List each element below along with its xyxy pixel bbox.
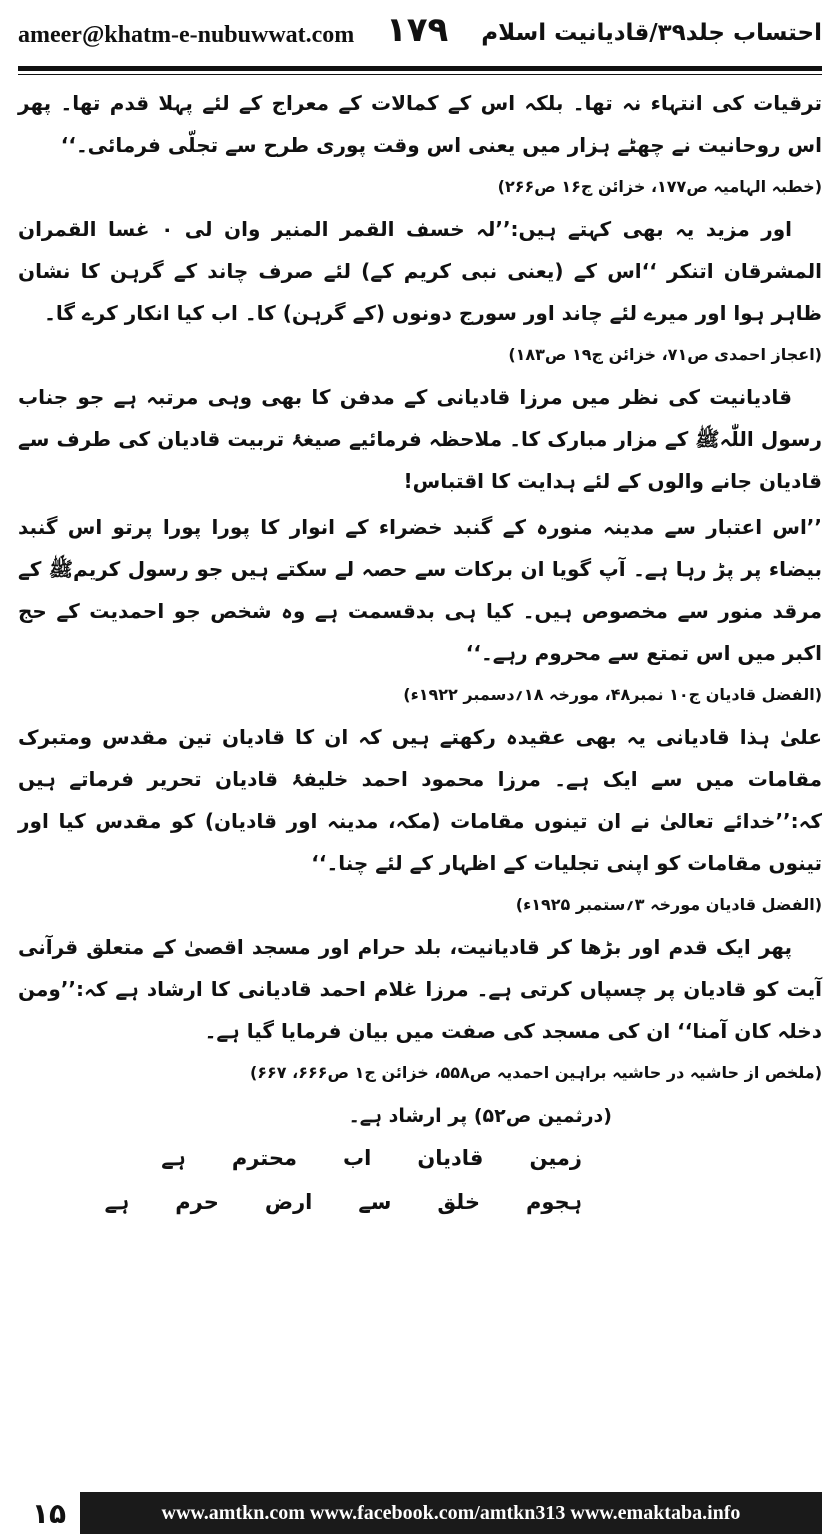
poem-word: حرم: [175, 1190, 219, 1214]
poem-word: زمین: [529, 1146, 582, 1170]
poem-word: ہے: [104, 1190, 130, 1214]
poem-word: ارض: [264, 1190, 313, 1214]
footer-links: www.amtkn.com www.facebook.com/amtkn313 www.emaktaba.info: [80, 1492, 822, 1534]
poem-word: ہے: [161, 1146, 186, 1170]
header-email: ameer@khatm-e-nubuwwat.com: [18, 22, 355, 48]
header-page-number: ۱۷۹: [386, 10, 449, 50]
paragraph-6: پھر ایک قدم اور بڑھا کر قادیانیت، بلد حرام اور مسجد اقصیٰ کے متعلق قرآنی آیت کو قادیان پر چسپاں کرتی ہے۔ مرزا غلام احمد قادیانی کا ارشاد ہے کہ:’’ومن دخلہ کان آمنا‘‘ ان کی مسجد کی صفت میں بیان فرمایا گیا ہے۔: [18, 935, 822, 1043]
reference-3: (الفضل قادیان ج۱۰ نمبر۴۸، مورخہ ۱۸؍دسمبر ۱۹۲۲ء): [403, 685, 822, 704]
paragraph-5: علیٰ ہذا قادیانی یہ بھی عقیدہ رکھتے ہیں کہ ان کا قادیان تین مقدس ومتبرک مقامات میں سے ایک ہے۔ مرزا محمود احمد خلیفۂ قادیان تحریر فرماتے ہیں کہ:’’خدائے تعالیٰ نے ان تینوں مقامات (مکہ، مدینہ اور قادیان) کو مقدس کیا اور تینوں مقامات کو اپنی تجلیات کے اظہار کے لئے چنا۔‘‘: [18, 725, 822, 875]
poem-word: اب: [343, 1146, 372, 1170]
reference-2: (اعجاز احمدی ص۷۱، خزائن ج۱۹ ص۱۸۳): [508, 345, 822, 364]
poem-line-2: [18, 1180, 582, 1224]
paragraph-4-quote: ’’اس اعتبار سے مدینہ منورہ کے گنبد خضراء کے انوار کا پورا پورا پرتو اس گنبد بیضاء پر پڑ رہا ہے۔ آپ گویا ان برکات سے حصہ لے سکتے ہیں جو رسول کریمﷺ کے مرقد منور سے مخصوص ہیں۔ کیا ہی بدقسمت ہے وہ شخص جو احمدیت کے حج اکبر میں اس تمتع سے محروم رہے۔‘‘: [18, 515, 822, 665]
paragraph-2: اور مزید یہ بھی کہتے ہیں:’’لہ خسف القمر المنیر وان لی ۰ غسا القمران المشرقان اتنکر ‘‘اس کے (یعنی نبی کریم کے) لئے صرف چاند کے گرہن کا نشان ظاہر ہوا اور میرے لئے چاند اور سورج دونوں (کے گرہن) کا۔ اب کیا انکار کرے گا۔: [18, 217, 822, 325]
page-footer: [18, 1492, 822, 1534]
footer-page-number: ۱۵: [31, 1496, 67, 1530]
poem-word: محترم: [231, 1146, 298, 1170]
paragraph-1: ترقیات کی انتہاء نہ تھا۔ بلکہ اس کے کمالات کے معراج کے لئے پہلا قدم تھا۔ پھر اس روحانیت نے چھٹے ہزار میں یعنی اس وقت پوری طرح سے تجلّی فرمائی۔‘‘: [18, 91, 822, 157]
header-rule-thin: [18, 74, 822, 75]
reference-4: (الفضل قادیان مورخہ ۳؍ستمبر ۱۹۲۵ء): [515, 895, 822, 914]
reference-1: (خطبہ الہامیہ ص۱۷۷، خزائن ج۱۶ ص۲۶۶): [497, 177, 822, 196]
paragraph-3: قادیانیت کی نظر میں مرزا قادیانی کے مدفن کا بھی وہی مرتبہ ہے جو جناب رسول اللّٰہﷺ کے مزار مبارک کا۔ ملاحظہ فرمائیے صیغۂ تربیت قادیان کی طرف سے قادیان جانے والوں کے لئے ہدایت کا اقتباس!: [18, 385, 822, 493]
poem-word: سے: [358, 1190, 392, 1214]
header-rule-thick: [18, 66, 822, 71]
poem-line-1: [18, 1136, 582, 1180]
poem-word: خلق: [437, 1190, 480, 1214]
poem-word: قادیان: [417, 1146, 484, 1170]
page-body: [18, 82, 822, 1462]
reference-5: (ملخص از حاشیہ در حاشیہ براہین احمدیہ ص۵۵۸، خزائن ج۱ ص۶۶۶، ۶۶۷): [249, 1063, 822, 1082]
poem-intro: (درثمین ص۵۲) پر ارشاد ہے۔: [348, 1105, 612, 1127]
poem-word: ہجوم: [526, 1190, 582, 1214]
header-book-title: احتساب جلد۳۹/قادیانیت اسلام: [481, 20, 822, 46]
page-header: [18, 10, 822, 70]
